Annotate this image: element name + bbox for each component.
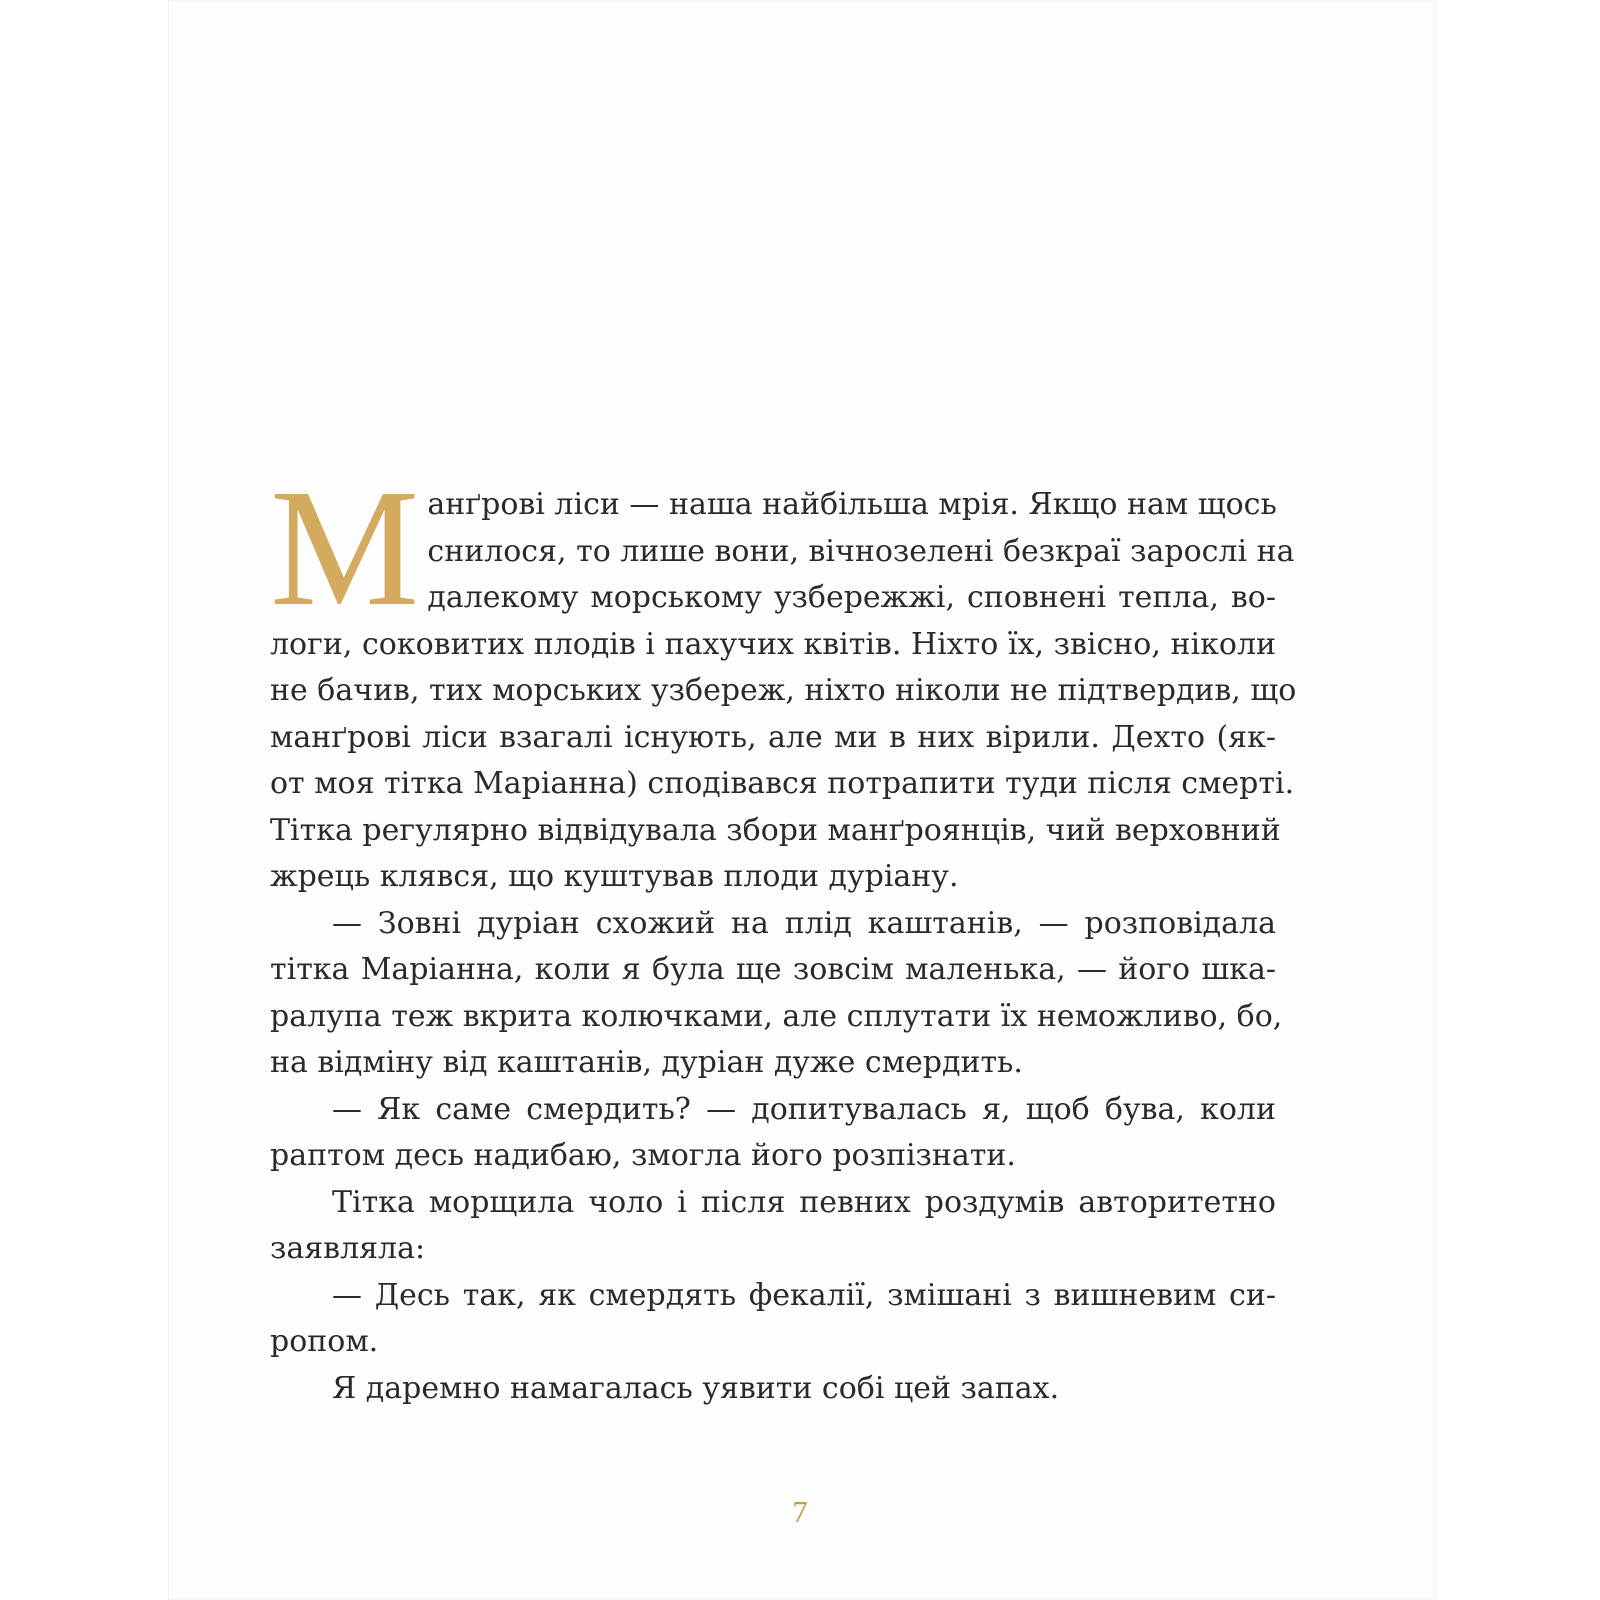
text-line: ропом. — [270, 1324, 379, 1359]
text-line: Я даремно намагалась уявити собі цей запах. — [332, 1370, 1060, 1406]
paragraph-4 — [270, 1180, 1276, 1273]
text-line: далекому морському узбережжі, сповнені тепла, во- — [427, 580, 1276, 615]
text-line: — Як саме смердить? — допитувалась я, щоб бува, коли — [332, 1091, 1276, 1127]
text-line: логи, соковитих плодів і пахучих квітів. Ніхто їх, звісно, ніколи — [270, 626, 1276, 662]
text-line: анґрові ліси — наша найбільша мрія. Якщо нам щось — [427, 487, 1277, 522]
paragraph-3 — [270, 1087, 1276, 1180]
text-line: ралупа теж вкрита колючками, але сплутати їх неможливо, бо, — [270, 998, 1283, 1034]
text-line: Тітка регулярно відвідувала збори манґроянців, чий верховний — [270, 812, 1281, 848]
text-line: заявляла: — [270, 1231, 426, 1266]
text-line: Тітка морщила чоло і після певних роздумів авторитетно — [332, 1184, 1276, 1220]
text-line: — Десь так, як смердять фекалії, змішані з вишневим си- — [332, 1277, 1276, 1313]
paragraph-6 — [270, 1366, 1276, 1413]
body-text — [270, 455, 1297, 1412]
drop-cap-letter: М — [270, 455, 420, 641]
text-line: не бачив, тих морських узбереж, ніхто ніколи не підтвердив, що — [270, 673, 1297, 708]
paragraph-2 — [270, 901, 1283, 1087]
text-line: — Зовні дуріан схожий на плід каштанів, — розповідала — [332, 905, 1276, 941]
text-line: жрець клявся, що куштував плоди дуріану. — [270, 859, 959, 894]
text-line: на відміну від каштанів, дуріан дуже смердить. — [270, 1045, 1023, 1080]
text-line: манґрові ліси взагалі існують, але ми в них вірили. Дехто (як- — [270, 719, 1276, 755]
text-line: от моя тітка Маріанна) сподівався потрапити туди після смерті. — [270, 766, 1295, 801]
text-line: раптом десь надибаю, змогла його розпізнати. — [270, 1138, 1016, 1173]
paragraph-1 — [270, 455, 1297, 901]
paragraph-5 — [270, 1273, 1276, 1366]
text-line: снилося, то лише вони, вічнозелені безкраї зарослі на — [427, 533, 1295, 569]
page-number: 7 — [792, 1494, 808, 1529]
text-line: тітка Маріанна, коли я була ще зовсім маленька, — його шка- — [270, 952, 1276, 987]
